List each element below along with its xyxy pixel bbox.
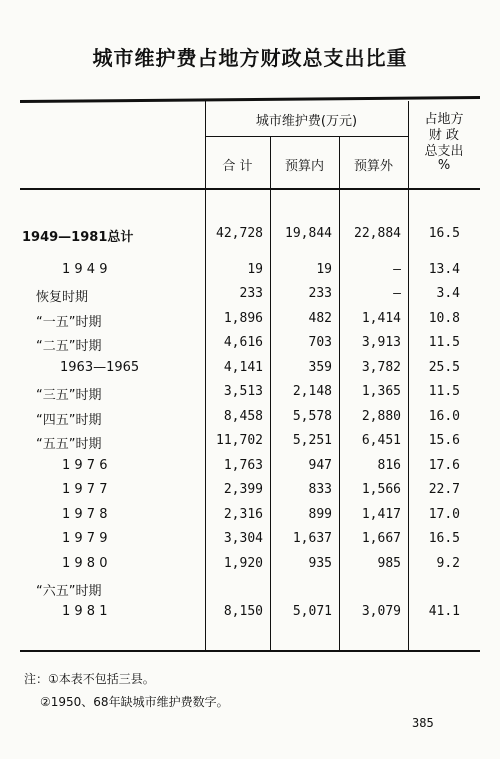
row-label: “三五”时期 xyxy=(36,388,102,403)
row-label: 1 9 7 7 xyxy=(62,482,108,497)
cell-pct: 3.4 xyxy=(436,286,460,301)
cell-total: 3,304 xyxy=(223,531,263,546)
header-group: 城市维护费(万元) xyxy=(255,114,358,129)
row-label: 1 9 4 9 xyxy=(62,262,108,277)
cell-pct: 9.2 xyxy=(436,556,460,571)
row-label: 1 9 8 1 xyxy=(62,604,108,619)
page-number: 385 xyxy=(412,716,434,730)
row-label: “二五”时期 xyxy=(36,339,102,354)
header-pct-2: 财 政 xyxy=(428,128,460,143)
cell-out: — xyxy=(393,262,401,277)
cell-pct: 10.8 xyxy=(428,311,460,326)
row-label: 1 9 7 6 xyxy=(62,458,108,473)
cell-pct: 25.5 xyxy=(428,360,460,375)
header-out-budget: 预算外 xyxy=(353,159,393,174)
cell-in: 833 xyxy=(308,482,332,497)
cell-total: 11,702 xyxy=(216,433,263,448)
cell-total: 4,141 xyxy=(223,360,263,375)
header-pct-4: % xyxy=(437,158,451,173)
cell-total: 4,616 xyxy=(223,335,263,350)
cell-in: 359 xyxy=(308,360,332,375)
cell-out: — xyxy=(393,286,401,301)
cell-in: 703 xyxy=(308,335,332,350)
header-pct-1: 占地方 xyxy=(424,112,464,127)
row-label: “五五”时期 xyxy=(36,437,102,452)
cell-out: 3,079 xyxy=(361,604,401,619)
cell-total: 1,896 xyxy=(223,311,263,326)
cell-out: 3,782 xyxy=(361,360,401,375)
cell-total: 2,316 xyxy=(223,507,263,522)
note-1: 注：①本表不包括三县。 xyxy=(24,672,155,686)
header-total: 合 计 xyxy=(222,159,253,174)
cell-total: 42,728 xyxy=(216,226,263,241)
row-label: 1 9 7 8 xyxy=(62,507,108,522)
cell-in: 935 xyxy=(308,556,332,571)
cell-total: 1,763 xyxy=(223,458,263,473)
cell-in: 5,251 xyxy=(292,433,332,448)
row-label: 1963—1965 xyxy=(60,360,140,375)
table-title: 城市维护费占地方财政总支出比重 xyxy=(92,46,408,70)
cell-pct: 22.7 xyxy=(428,482,460,497)
cell-out: 3,913 xyxy=(361,335,401,350)
cell-pct: 15.6 xyxy=(428,433,460,448)
header-mid-rule xyxy=(205,136,408,137)
cell-out: 1,667 xyxy=(361,531,401,546)
row-label: 1 9 8 0 xyxy=(62,556,108,571)
cell-total: 1,920 xyxy=(223,556,263,571)
header-bottom-rule xyxy=(20,188,480,190)
cell-out: 1,414 xyxy=(361,311,401,326)
bottom-rule xyxy=(20,650,480,652)
cell-pct: 16.5 xyxy=(428,531,460,546)
cell-in: 899 xyxy=(308,507,332,522)
cell-pct: 16.0 xyxy=(428,409,460,424)
cell-out: 816 xyxy=(377,458,401,473)
cell-total: 8,150 xyxy=(223,604,263,619)
cell-out: 985 xyxy=(377,556,401,571)
header-pct-3: 总支出 xyxy=(424,144,464,159)
row-label: “一五”时期 xyxy=(36,315,102,330)
cell-in: 19 xyxy=(316,262,332,277)
cell-pct: 17.6 xyxy=(428,458,460,473)
cell-in: 5,578 xyxy=(292,409,332,424)
row-label: “四五”时期 xyxy=(36,413,102,428)
cell-pct: 16.5 xyxy=(428,226,460,241)
row-label: 1949—1981总计 xyxy=(22,230,134,245)
cell-total: 233 xyxy=(239,286,263,301)
cell-pct: 11.5 xyxy=(428,384,460,399)
cell-out: 1,417 xyxy=(361,507,401,522)
cell-total: 2,399 xyxy=(223,482,263,497)
cell-out: 22,884 xyxy=(354,226,401,241)
cell-out: 6,451 xyxy=(361,433,401,448)
cell-out: 2,880 xyxy=(361,409,401,424)
cell-pct: 13.4 xyxy=(428,262,460,277)
cell-in: 233 xyxy=(308,286,332,301)
cell-pct: 11.5 xyxy=(428,335,460,350)
top-rule xyxy=(20,96,480,103)
header-in-budget: 预算内 xyxy=(284,159,324,174)
cell-out: 1,566 xyxy=(361,482,401,497)
cell-in: 2,148 xyxy=(292,384,332,399)
cell-in: 1,637 xyxy=(292,531,332,546)
cell-total: 19 xyxy=(247,262,263,277)
note-2: ②1950、68年缺城市维护费数字。 xyxy=(40,695,229,709)
cell-pct: 17.0 xyxy=(428,507,460,522)
row-label: 恢复时期 xyxy=(36,290,89,305)
cell-in: 5,071 xyxy=(292,604,332,619)
row-label: “六五”时期 xyxy=(36,584,102,599)
cell-in: 947 xyxy=(308,458,332,473)
cell-pct: 41.1 xyxy=(428,604,460,619)
cell-total: 8,458 xyxy=(223,409,263,424)
cell-in: 482 xyxy=(308,311,332,326)
cell-in: 19,844 xyxy=(285,226,332,241)
cell-total: 3,513 xyxy=(223,384,263,399)
row-label: 1 9 7 9 xyxy=(62,531,108,546)
cell-out: 1,365 xyxy=(361,384,401,399)
